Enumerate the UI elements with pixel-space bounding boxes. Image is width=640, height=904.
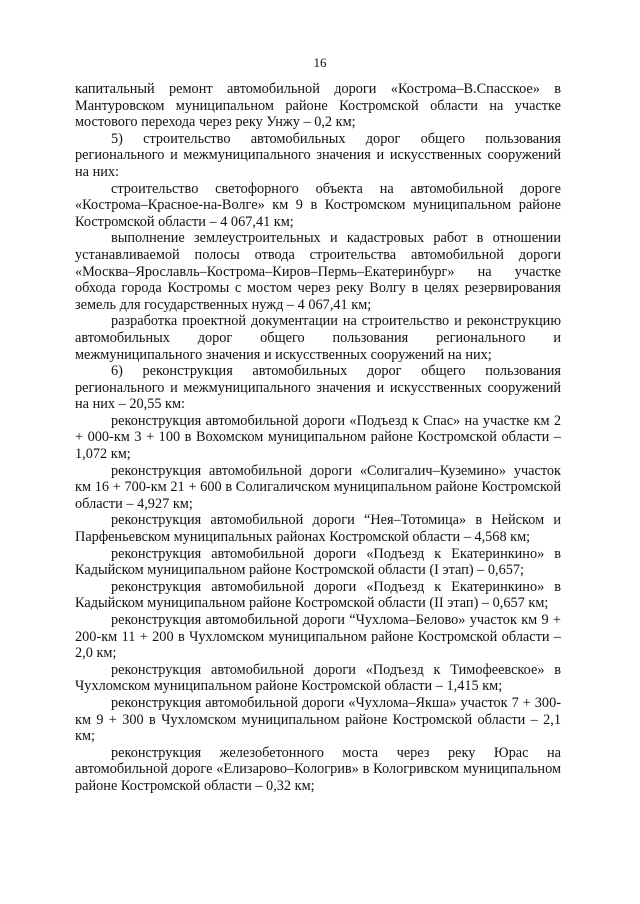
paragraph-5: разработка проектной документации на строительство и реконструкцию автомобильных дорог общего пользования регионального и межмуниципального значения и искусственных сооружений на них; <box>75 313 561 363</box>
paragraph-14: реконструкция автомобильной дороги «Чухлома–Якша» участок 7 + 300-км 9 + 300 в Чухломском муниципальном районе Костромской области – 2,1 км; <box>75 694 561 745</box>
paragraph-13: реконструкция автомобильной дороги «Подъезд к Тимофеевское» в Чухломском муниципальном районе Костромской области – 1,415 км; <box>75 661 561 695</box>
paragraph-1: капитальный ремонт автомобильной дороги «Кострома–В.Спасское» в Мантуровском муниципальном районе Костромской области на участке мостового перехода через реку Унжу – 0,2 км; <box>75 81 561 131</box>
page-number: 16 <box>313 55 327 70</box>
paragraph-8: реконструкция автомобильной дороги «Солигалич–Куземино» участок км 16 + 700-км 21 + 600 в Солигаличском муниципальном районе Костромской области – 4,927 км; <box>75 462 561 512</box>
paragraph-10: реконструкция автомобильной дороги «Подъезд к Екатеринкино» в Кадыйском муниципальном районе Костромской области (I этап) – 0,657; <box>75 545 561 579</box>
paragraph-4: выполнение землеустроительных и кадастровых работ в отношении устанавливаемой полосы отвода строительства автомобильной дороги «Москва–Ярославль–Кострома–Киров–Пермь–Екатеринбург» на участке обхода города Костромы с мостом через реку Волгу в целях резервирования земель для государственных нужд – 4 067,41 км; <box>75 230 561 313</box>
paragraph-11: реконструкция автомобильной дороги «Подъезд к Екатеринкино» в Кадыйском муниципальном районе Костромской области (II этап) – 0,657 км; <box>75 578 561 612</box>
paragraph-9: реконструкция автомобильной дороги “Нея–Тотомица» в Нейском и Парфеньевском муниципальных районах Костромской области – 4,568 км; <box>75 512 561 546</box>
document-body <box>75 81 561 795</box>
paragraph-12: реконструкция автомобильной дороги “Чухлома–Белово» участок км 9 + 200-км 11 + 200 в Чухломском муниципальном районе Костромской области – 2,0 км; <box>75 612 561 662</box>
paragraph-3: строительство светофорного объекта на автомобильной дороге «Кострома–Красное-на-Волге» км 9 в Костромском муниципальном районе Костромской области – 4 067,41 км; <box>75 180 561 230</box>
paragraph-15: реконструкция железобетонного моста через реку Юрас на автомобильной дороге «Елизарово–Кологрив» в Кологривском муниципальном районе Костромской области – 0,32 км; <box>75 744 561 794</box>
paragraph-2: 5) строительство автомобильных дорог общего пользования регионального и межмуниципального значения и искусственных сооружений на них: <box>75 130 561 180</box>
paragraph-6: 6) реконструкция автомобильных дорог общего пользования регионального и межмуниципального значения и искусственных сооружений на них – 20,55 км: <box>75 363 561 413</box>
paragraph-7: реконструкция автомобильной дороги «Подъезд к Спас» на участке км 2 + 000-км 3 + 100 в Вохомском муниципальном районе Костромской области – 1,072 км; <box>75 412 561 463</box>
